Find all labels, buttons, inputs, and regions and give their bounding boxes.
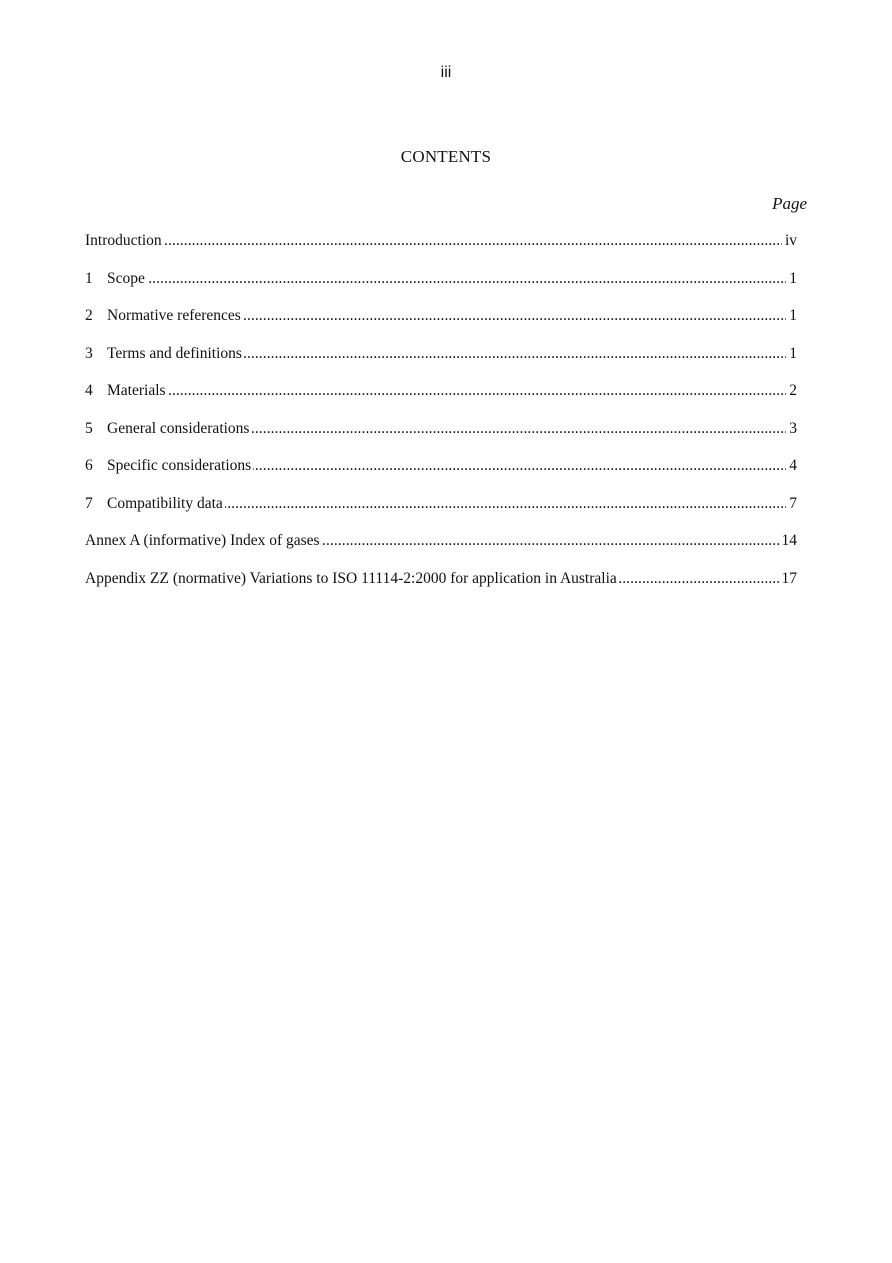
toc-entry-title[interactable] [85, 566, 619, 592]
toc-entry-page: 3 [786, 416, 797, 442]
toc-entry[interactable] [85, 266, 797, 292]
toc-entry-title[interactable] [85, 453, 253, 479]
toc-entry[interactable] [85, 453, 797, 479]
toc-entry-number: 5 [85, 419, 93, 437]
toc-entry-page: 1 [786, 303, 797, 329]
toc-entry-label: Introduction [85, 232, 162, 249]
toc-entry-page: 4 [786, 453, 797, 479]
toc-entry-page: iv [782, 228, 797, 254]
toc-entry-label: Terms and definitions [107, 344, 242, 362]
contents-title: CONTENTS [400, 147, 492, 166]
toc-entry-label: Specific considerations [107, 457, 252, 474]
table-of-contents [85, 228, 797, 603]
toc-entry[interactable] [85, 228, 797, 254]
toc-entry-page: 14 [779, 528, 798, 554]
toc-entry-title[interactable] [85, 491, 225, 517]
toc-entry[interactable] [85, 491, 797, 517]
toc-entry[interactable] [85, 303, 797, 329]
toc-entry-title[interactable] [85, 266, 147, 292]
toc-entry-number: 6 [85, 457, 93, 474]
toc-entry-title[interactable] [85, 528, 322, 554]
toc-entry[interactable] [85, 528, 797, 554]
toc-entry-title[interactable] [85, 416, 251, 442]
toc-entry-title[interactable] [85, 303, 243, 329]
toc-entry-title[interactable] [85, 378, 168, 404]
toc-entry-number: 3 [85, 344, 93, 362]
toc-entry-label: Normative references [107, 307, 241, 324]
toc-entry-page: 1 [786, 341, 797, 367]
toc-entry-number: 4 [85, 382, 93, 399]
toc-entry[interactable] [85, 378, 797, 404]
toc-entry[interactable] [85, 416, 797, 442]
page-number: iii [440, 64, 452, 81]
toc-entry-number: 2 [85, 307, 93, 324]
toc-entry-page: 1 [786, 266, 797, 292]
toc-entry[interactable] [85, 566, 797, 592]
page-column-label: Page [772, 194, 807, 213]
toc-entry-page: 7 [786, 491, 797, 517]
toc-entry-label: General considerations [107, 419, 250, 437]
toc-entry-label: Compatibility data [107, 494, 223, 512]
toc-entry-title[interactable] [85, 228, 164, 254]
toc-entry-title[interactable] [85, 341, 244, 367]
toc-entry-label: Annex A (informative) Index of gases [85, 532, 320, 549]
toc-entry-number: 1 [85, 269, 93, 287]
toc-entry-label: Scope [107, 269, 145, 287]
toc-entry-number: 7 [85, 494, 93, 512]
toc-entry-label: Materials [107, 382, 166, 399]
toc-entry-page: 17 [779, 566, 798, 592]
toc-entry-label: Appendix ZZ (normative) Variations to ISO 11114-2:2000 for application in Australia [85, 569, 617, 587]
toc-entry[interactable] [85, 341, 797, 367]
toc-entry-page: 2 [786, 378, 797, 404]
